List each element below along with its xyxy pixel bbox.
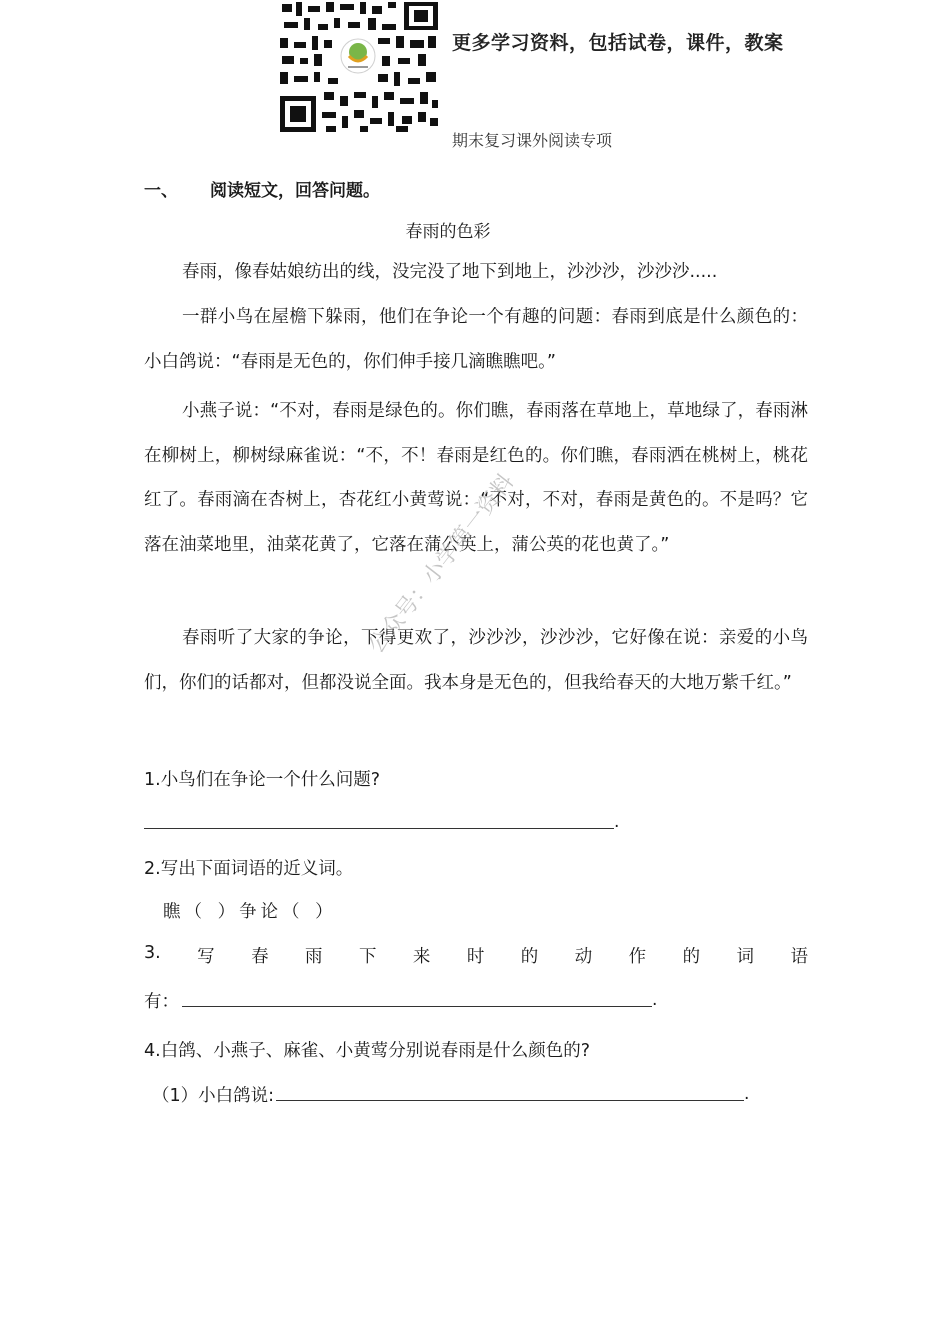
answer-period-q3: . <box>652 990 658 1010</box>
question-3 <box>144 943 808 968</box>
answer-period-q4-1: . <box>744 1084 750 1104</box>
section-number: 一、 <box>144 181 178 201</box>
watermark-text: 公众号：小学第一资料 <box>363 469 520 659</box>
answer-line-q4-1[interactable] <box>276 1100 744 1101</box>
q3-char: 语 <box>790 947 808 967</box>
question-2: 2.写出下面词语的近义词。 <box>144 859 354 879</box>
document-subtitle: 期末复习课外阅读专项 <box>452 131 613 150</box>
passage-paragraph-1: 春雨，像春姑娘纺出的线，没完没了地下到地上，沙沙沙，沙沙沙..... <box>182 262 718 282</box>
q3-char: 来 <box>412 947 431 967</box>
question-4-part-1: （1）小白鸽说: <box>152 1086 275 1106</box>
q3-char: 词 <box>736 947 755 967</box>
q3-char: 下 <box>358 947 377 967</box>
q3-char: 的 <box>682 947 701 967</box>
q3-char: 的 <box>520 947 539 967</box>
q3-char: 3. <box>144 943 161 963</box>
q3-char: 写 <box>197 947 215 967</box>
question-3-tail: 有： <box>144 992 179 1012</box>
q3-char: 雨 <box>305 947 323 967</box>
question-4: 4.白鸽、小燕子、麻雀、小黄莺分别说春雨是什么颜色的? <box>144 1041 590 1061</box>
passage-title: 春雨的色彩 <box>405 222 491 242</box>
q3-char: 作 <box>628 947 647 967</box>
q3-char: 动 <box>574 947 593 967</box>
q3-char: 春 <box>251 947 269 967</box>
promo-banner-text: 更多学习资料，包括试卷，课件，教案 <box>452 32 784 54</box>
passage-paragraph-3: 小燕子说：“不对，春雨是绿色的。你们瞧，春雨落在草地上，草地绿了，春雨淋在柳树上，柳树绿麻雀说：“不，不！春雨是红色的。你们瞧，春雨洒在桃树上，桃花红了。春雨滴在杏树上，杏花红小黄莺说：“不对，不对，春雨是黄色的。不是吗？它落在油菜地里，油菜花黄了，它落在蒲公英上，蒲公英的花也黄了。” <box>144 401 808 555</box>
synonym-items: 瞧（ ）争论（ ） <box>163 902 337 922</box>
answer-period-q1: . <box>614 812 620 832</box>
section-heading <box>144 176 380 201</box>
q3-char: 时 <box>466 947 485 967</box>
section-title: 阅读短文，回答问题。 <box>210 181 380 201</box>
answer-line-q3[interactable] <box>182 1006 652 1007</box>
passage-paragraph-4: 春雨听了大家的争论，下得更欢了，沙沙沙，沙沙沙，它好像在说：亲爱的小鸟们，你们的话都对，但都没说全面。我本身是无色的，但我给春天的大地万紫千红。” <box>144 628 808 693</box>
qr-code-image <box>278 0 440 134</box>
answer-line-q1[interactable] <box>144 828 614 829</box>
question-1: 1.小鸟们在争论一个什么问题? <box>144 770 380 790</box>
passage-paragraph-2: 一群小鸟在屋檐下躲雨，他们在争论一个有趣的问题：春雨到底是什么颜色的：小白鸽说：“春雨是无色的，你们伸手接几滴瞧瞧吧。” <box>144 307 808 372</box>
